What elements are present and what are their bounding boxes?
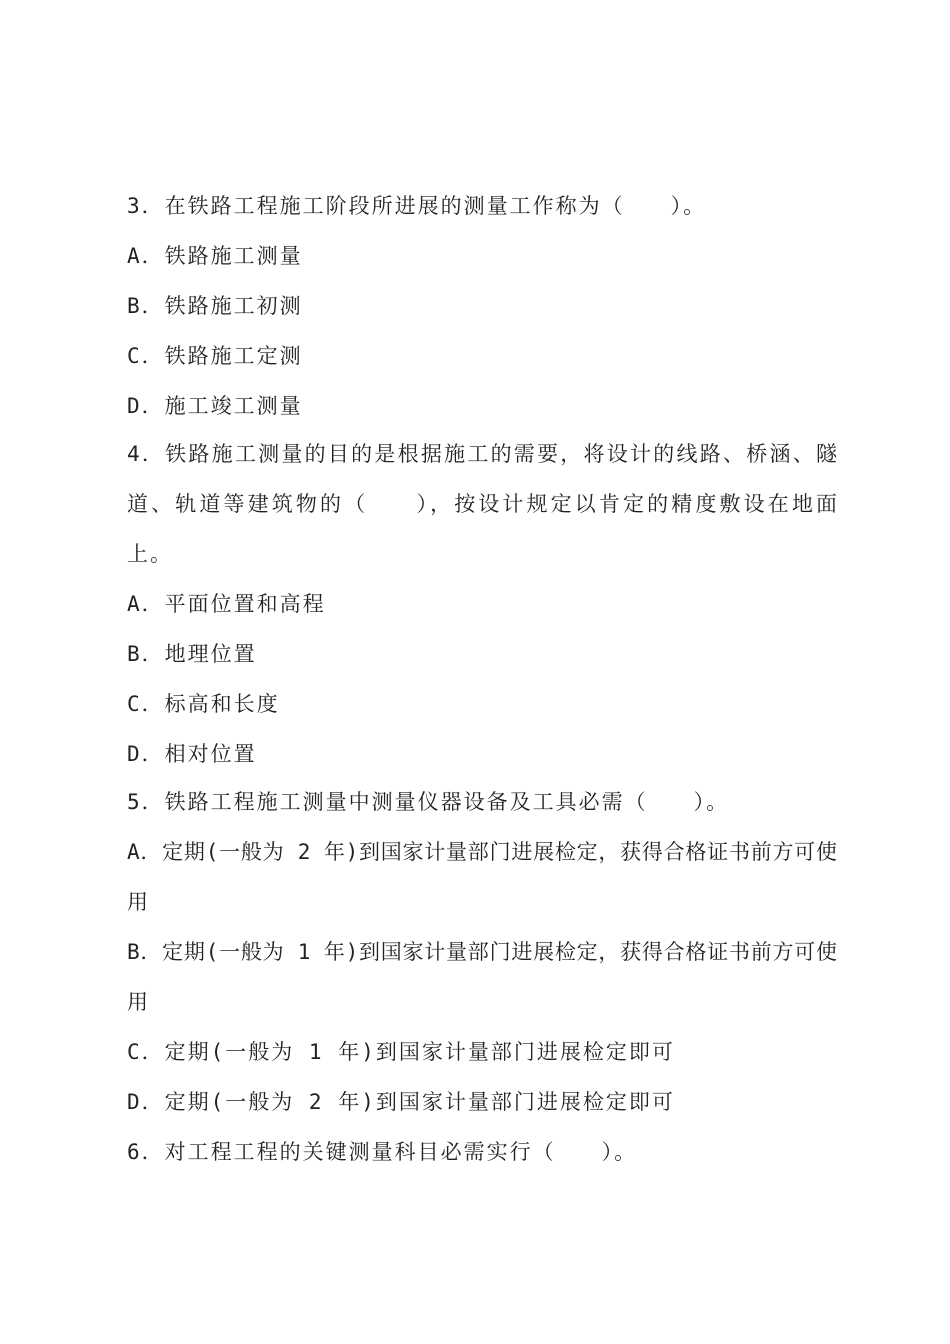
question-5-option-d: D．定期(一般为 2 年)到国家计量部门进展检定即可 bbox=[127, 1090, 675, 1114]
question-3-option-c: C．铁路施工定测 bbox=[127, 344, 303, 368]
question-5-option-a-line-2: 用 bbox=[127, 890, 150, 914]
question-5-option-a-line-1: A．定期(一般为 2 年)到国家计量部门进展检定，获得合格证书前方可使 bbox=[127, 840, 837, 864]
question-4-option-d: D．相对位置 bbox=[127, 742, 257, 766]
question-3-option-d: D．施工竣工测量 bbox=[127, 394, 303, 418]
question-4-stem-line-2: 道、轨道等建筑物的（ ），按设计规定以肯定的精度敷设在地面 bbox=[127, 492, 837, 516]
question-6-stem: 6．对工程工程的关键测量科目必需实行（ ）。 bbox=[127, 1140, 638, 1164]
question-4-stem-line-3: 上。 bbox=[127, 542, 173, 566]
question-4-option-c: C．标高和长度 bbox=[127, 692, 280, 716]
question-3-option-a: A．铁路施工测量 bbox=[127, 244, 303, 268]
question-5-stem: 5．铁路工程施工测量中测量仪器设备及工具必需（ ）。 bbox=[127, 790, 730, 814]
question-3-option-b: B．铁路施工初测 bbox=[127, 294, 303, 318]
question-5-option-b-line-1: B．定期(一般为 1 年)到国家计量部门进展检定，获得合格证书前方可使 bbox=[127, 940, 837, 964]
question-4-option-a: A．平面位置和高程 bbox=[127, 592, 326, 616]
question-3-stem: 3．在铁路工程施工阶段所进展的测量工作称为（ ）。 bbox=[127, 194, 707, 218]
question-4-stem-line-1: 4．铁路施工测量的目的是根据施工的需要，将设计的线路、桥涵、隧 bbox=[127, 442, 837, 466]
question-4-option-b: B．地理位置 bbox=[127, 642, 257, 666]
question-5-option-c: C．定期(一般为 1 年)到国家计量部门进展检定即可 bbox=[127, 1040, 675, 1064]
question-5-option-b-line-2: 用 bbox=[127, 990, 150, 1014]
